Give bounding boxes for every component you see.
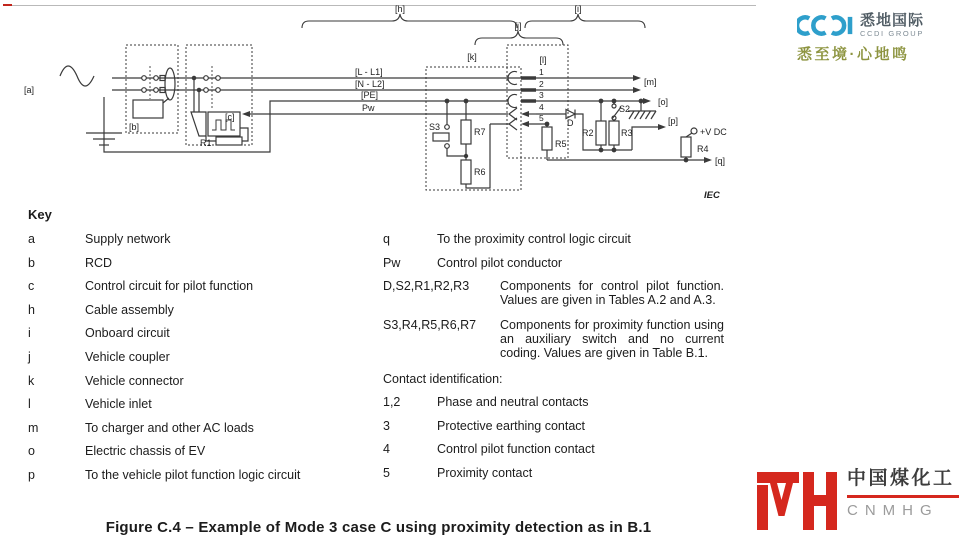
key-component-row — [383, 318, 731, 360]
pilot-control-box — [186, 45, 252, 145]
key-desc: Onboard circuit — [85, 326, 170, 341]
cnmhg-logo — [757, 466, 959, 530]
label-r3: R3 — [621, 128, 633, 138]
label-vdc: +V DC — [700, 127, 727, 137]
key-desc: Cable assembly — [85, 302, 174, 317]
vehicle-coupler-brace — [475, 31, 563, 45]
key-desc: Control circuit for pilot function — [85, 279, 254, 294]
label-l: [l] — [539, 55, 547, 65]
key-desc: Vehicle coupler — [85, 349, 170, 364]
key-term: 5 — [383, 465, 390, 480]
key-row — [28, 232, 378, 256]
label-d: D — [567, 118, 574, 128]
key-row — [28, 468, 378, 492]
key-row — [28, 397, 378, 421]
key-desc: RCD — [85, 255, 113, 270]
key-row — [28, 303, 378, 327]
label-r5: R5 — [555, 139, 567, 149]
label-j: [j] — [514, 21, 522, 31]
key-desc: Vehicle connector — [85, 373, 184, 388]
key-desc: Components for control pilot function. Values are given in Tables A.2 and A.3. — [500, 279, 724, 308]
onboard-circuit-brace — [525, 14, 645, 28]
contact-number-2: 2 — [539, 79, 544, 89]
key-term: o — [28, 444, 35, 459]
label-r2: R2 — [582, 128, 594, 138]
contact-identification-heading: Contact identification: — [383, 372, 503, 387]
key-term: k — [28, 373, 35, 388]
cable-assembly-brace — [302, 14, 517, 28]
key-term: p — [28, 467, 35, 482]
key-term: Pw — [383, 255, 401, 270]
key-term: 3 — [383, 418, 390, 433]
key-desc: Electric chassis of EV — [85, 444, 206, 459]
contact-number-5: 5 — [539, 113, 544, 123]
key-desc: Control pilot function contact — [437, 442, 595, 457]
key-left-column — [28, 232, 378, 492]
ccdi-name-cn: 悉地国际 — [860, 12, 925, 29]
key-row — [383, 395, 731, 419]
label-r7: R7 — [474, 127, 486, 137]
key-row — [383, 256, 731, 280]
ac-source-symbol — [60, 66, 94, 86]
ccdi-logo — [797, 12, 957, 64]
label-a: [a] — [24, 85, 35, 95]
label-line-pe: [PE] — [361, 90, 379, 100]
key-row — [28, 421, 378, 445]
label-k: [k] — [467, 52, 477, 62]
label-c: [c] — [225, 112, 235, 122]
key-desc: To the vehicle pilot function logic circuit — [85, 467, 301, 482]
contact-number-4: 4 — [539, 102, 544, 112]
rcd-box — [126, 45, 178, 133]
chassis-earth-symbol — [628, 101, 656, 119]
key-term: l — [28, 397, 31, 412]
label-b: [b] — [129, 122, 140, 132]
key-term: a — [28, 232, 35, 246]
ccdi-name-en: CCDI GROUP — [860, 29, 924, 38]
figure-caption: Figure C.4 – Example of Mode 3 case C using proximity detection as in B.1 — [105, 519, 652, 536]
cnmhg-name-en: CNMHG — [847, 501, 939, 519]
key-term: m — [28, 420, 39, 435]
key-title: Key — [28, 207, 52, 222]
label-m: [m] — [644, 77, 657, 87]
key-row — [28, 350, 378, 374]
label-q: [q] — [715, 156, 726, 166]
key-term: i — [28, 326, 31, 341]
key-term: q — [383, 232, 390, 246]
label-line-pw: Pw — [362, 103, 375, 113]
key-desc: To charger and other AC loads — [85, 420, 254, 435]
key-desc: Vehicle inlet — [85, 397, 152, 412]
key-term: c — [28, 279, 35, 294]
key-term: b — [28, 255, 35, 270]
key-desc: Control pilot conductor — [437, 255, 563, 270]
key-row — [28, 279, 378, 303]
key-component-row — [383, 279, 731, 307]
cnmhg-divider — [847, 495, 959, 498]
key-row — [383, 232, 731, 256]
cnmhg-name-cn: 中国煤化工 — [847, 468, 955, 489]
key-desc: Proximity contact — [437, 465, 533, 480]
key-desc: To the proximity control logic circuit — [437, 232, 631, 246]
key-desc: Supply network — [85, 232, 171, 246]
label-h: [h] — [394, 4, 406, 14]
key-row — [28, 374, 378, 398]
label-line-l1: [L - L1] — [355, 67, 383, 77]
key-term: h — [28, 302, 35, 317]
key-desc: Components for proximity function using an auxiliary switch and no current coding. Values are given in Table B.1. — [500, 318, 724, 361]
contact-number-3: 3 — [539, 90, 544, 100]
key-right-column — [383, 232, 731, 490]
label-o: [o] — [658, 97, 669, 107]
label-r1: R1 — [200, 138, 212, 148]
key-desc: Protective earthing contact — [437, 418, 585, 433]
label-i: [i] — [574, 4, 582, 14]
key-term: D,S2,R1,R2,R3 — [383, 279, 470, 294]
key-desc: Phase and neutral contacts — [437, 395, 589, 410]
label-r4: R4 — [697, 144, 709, 154]
ccdi-logo-mark-icon — [797, 12, 855, 39]
pilot-network — [566, 97, 669, 152]
cnmhg-logo-mark-icon — [757, 466, 837, 530]
key-term: j — [28, 349, 31, 364]
key-term: 4 — [383, 442, 390, 457]
key-row — [28, 326, 378, 350]
label-p: [p] — [668, 116, 679, 126]
key-row — [383, 419, 731, 443]
key-row — [383, 442, 731, 466]
key-term: S3,R4,R5,R6,R7 — [383, 318, 477, 333]
key-row — [383, 466, 731, 490]
iec-mark: IEC — [704, 190, 720, 201]
key-term: 1,2 — [383, 395, 401, 410]
key-row — [28, 256, 378, 280]
label-s3: S3 — [429, 122, 441, 132]
ccdi-slogan: 悉至境·心地鸣 — [797, 46, 910, 63]
label-s2: S2 — [619, 104, 631, 114]
contact-number-1: 1 — [539, 67, 544, 77]
label-line-n2: [N - L2] — [355, 79, 385, 89]
label-r6: R6 — [474, 167, 486, 177]
key-row — [28, 444, 378, 468]
